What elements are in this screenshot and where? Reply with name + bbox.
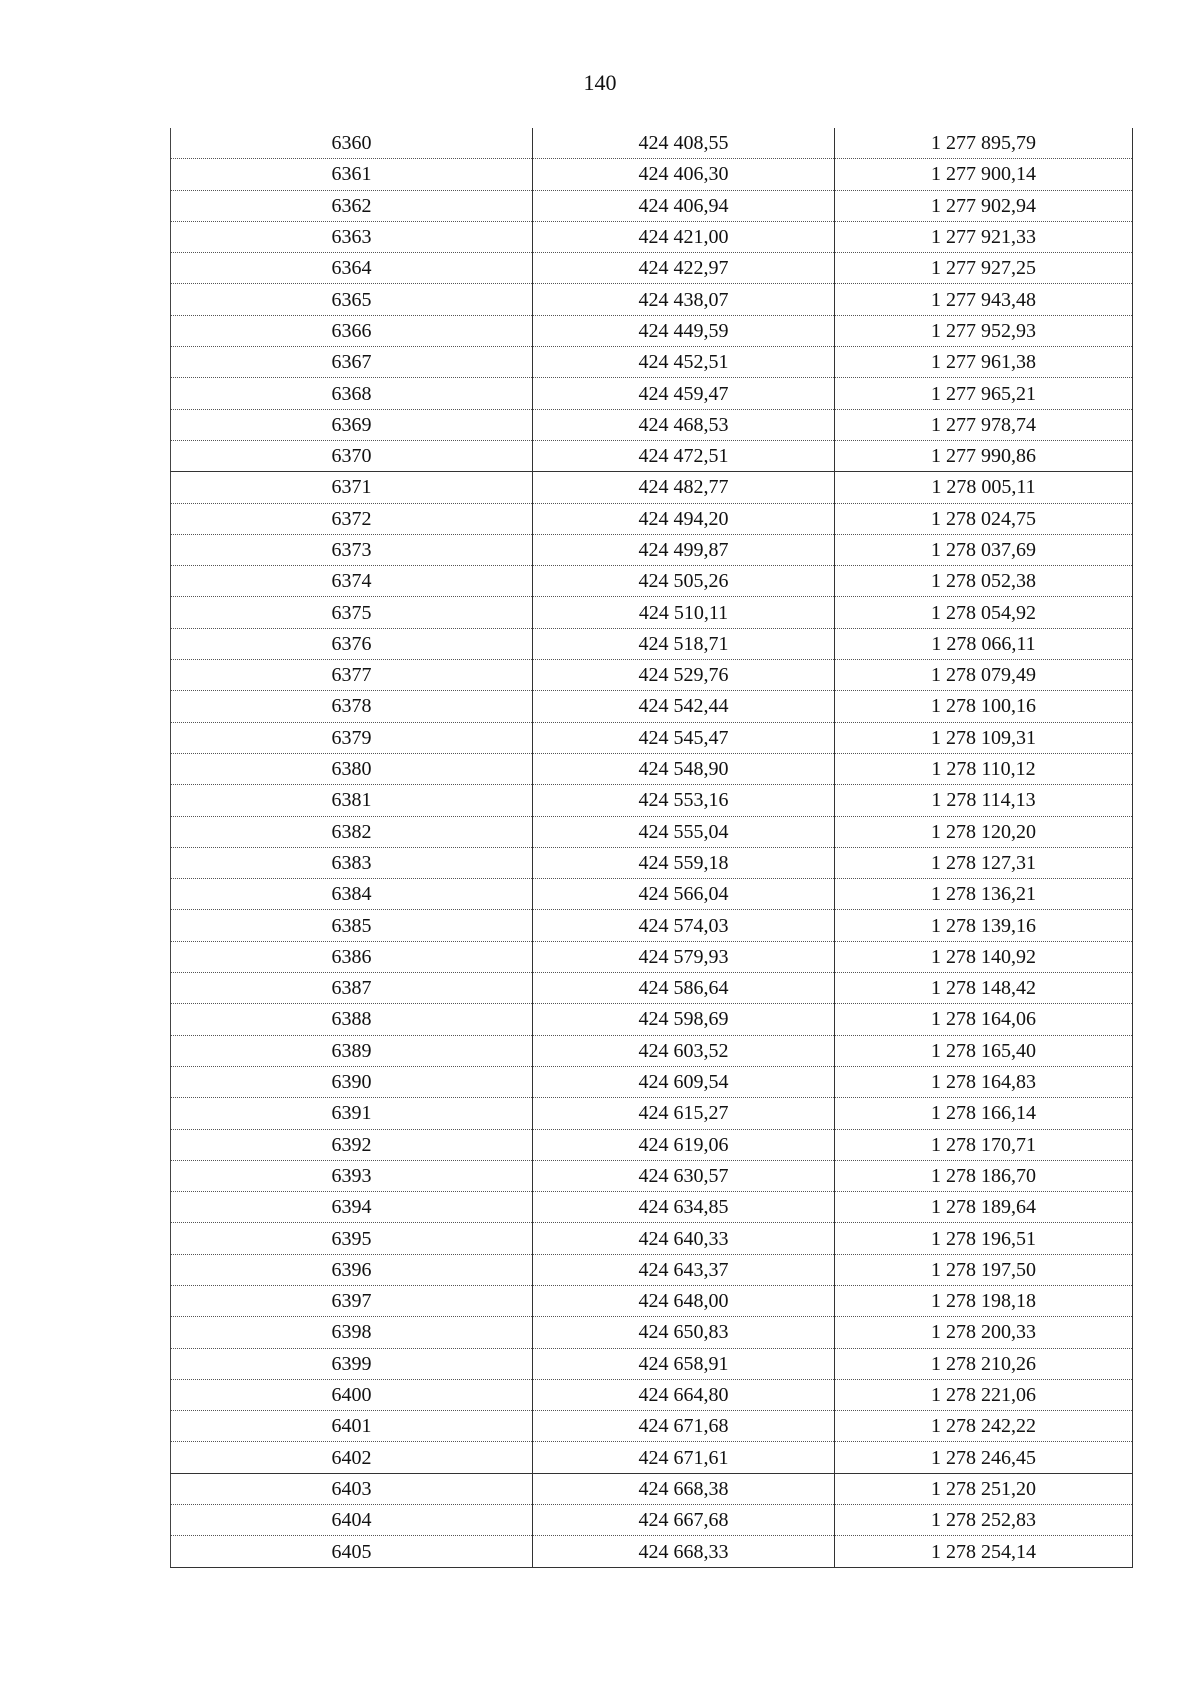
table-row (171, 503, 1133, 534)
table-row (171, 1505, 1133, 1536)
table-row (171, 1098, 1133, 1129)
table-row (171, 472, 1133, 503)
x-coordinate-cell: 424 671,61 (533, 1442, 835, 1473)
y-coordinate-cell: 1 278 210,26 (835, 1348, 1133, 1379)
x-coordinate-cell: 424 449,59 (533, 315, 835, 346)
point-number-cell: 6382 (171, 816, 533, 847)
table-row (171, 1004, 1133, 1035)
y-coordinate-cell: 1 277 921,33 (835, 221, 1133, 252)
y-coordinate-cell: 1 277 943,48 (835, 284, 1133, 315)
point-number-cell: 6379 (171, 722, 533, 753)
x-coordinate-cell: 424 408,55 (533, 128, 835, 159)
point-number-cell: 6399 (171, 1348, 533, 1379)
point-number-cell: 6400 (171, 1379, 533, 1410)
table-row (171, 628, 1133, 659)
table-row (171, 190, 1133, 221)
point-number-cell: 6393 (171, 1160, 533, 1191)
point-number-cell: 6373 (171, 534, 533, 565)
x-coordinate-cell: 424 553,16 (533, 785, 835, 816)
y-coordinate-cell: 1 278 221,06 (835, 1379, 1133, 1410)
table-row (171, 128, 1133, 159)
x-coordinate-cell: 424 648,00 (533, 1285, 835, 1316)
y-coordinate-cell: 1 278 166,14 (835, 1098, 1133, 1129)
x-coordinate-cell: 424 559,18 (533, 847, 835, 878)
y-coordinate-cell: 1 277 902,94 (835, 190, 1133, 221)
table-row (171, 315, 1133, 346)
point-number-cell: 6363 (171, 221, 533, 252)
point-number-cell: 6380 (171, 753, 533, 784)
y-coordinate-cell: 1 278 127,31 (835, 847, 1133, 878)
y-coordinate-cell: 1 278 198,18 (835, 1285, 1133, 1316)
point-number-cell: 6376 (171, 628, 533, 659)
table-row (171, 1129, 1133, 1160)
x-coordinate-cell: 424 472,51 (533, 440, 835, 471)
table-row (171, 1223, 1133, 1254)
x-coordinate-cell: 424 452,51 (533, 347, 835, 378)
point-number-cell: 6362 (171, 190, 533, 221)
coordinates-table (170, 128, 1133, 1568)
table-row (171, 534, 1133, 565)
x-coordinate-cell: 424 555,04 (533, 816, 835, 847)
y-coordinate-cell: 1 278 189,64 (835, 1192, 1133, 1223)
table-row (171, 566, 1133, 597)
table-row (171, 1192, 1133, 1223)
x-coordinate-cell: 424 586,64 (533, 973, 835, 1004)
table-row (171, 1411, 1133, 1442)
table-row (171, 221, 1133, 252)
y-coordinate-cell: 1 278 197,50 (835, 1254, 1133, 1285)
x-coordinate-cell: 424 619,06 (533, 1129, 835, 1160)
x-coordinate-cell: 424 529,76 (533, 660, 835, 691)
x-coordinate-cell: 424 667,68 (533, 1505, 835, 1536)
y-coordinate-cell: 1 278 254,14 (835, 1536, 1133, 1567)
point-number-cell: 6374 (171, 566, 533, 597)
x-coordinate-cell: 424 658,91 (533, 1348, 835, 1379)
x-coordinate-cell: 424 494,20 (533, 503, 835, 534)
point-number-cell: 6401 (171, 1411, 533, 1442)
x-coordinate-cell: 424 650,83 (533, 1317, 835, 1348)
y-coordinate-cell: 1 278 109,31 (835, 722, 1133, 753)
x-coordinate-cell: 424 510,11 (533, 597, 835, 628)
y-coordinate-cell: 1 278 196,51 (835, 1223, 1133, 1254)
point-number-cell: 6397 (171, 1285, 533, 1316)
point-number-cell: 6386 (171, 941, 533, 972)
y-coordinate-cell: 1 277 927,25 (835, 253, 1133, 284)
x-coordinate-cell: 424 579,93 (533, 941, 835, 972)
point-number-cell: 6392 (171, 1129, 533, 1160)
table-row (171, 253, 1133, 284)
point-number-cell: 6403 (171, 1473, 533, 1504)
x-coordinate-cell: 424 643,37 (533, 1254, 835, 1285)
y-coordinate-cell: 1 277 952,93 (835, 315, 1133, 346)
x-coordinate-cell: 424 406,94 (533, 190, 835, 221)
table-row (171, 347, 1133, 378)
y-coordinate-cell: 1 278 200,33 (835, 1317, 1133, 1348)
y-coordinate-cell: 1 278 246,45 (835, 1442, 1133, 1473)
x-coordinate-cell: 424 459,47 (533, 378, 835, 409)
point-number-cell: 6372 (171, 503, 533, 534)
x-coordinate-cell: 424 518,71 (533, 628, 835, 659)
y-coordinate-cell: 1 278 252,83 (835, 1505, 1133, 1536)
x-coordinate-cell: 424 545,47 (533, 722, 835, 753)
x-coordinate-cell: 424 566,04 (533, 879, 835, 910)
x-coordinate-cell: 424 668,33 (533, 1536, 835, 1567)
x-coordinate-cell: 424 548,90 (533, 753, 835, 784)
point-number-cell: 6391 (171, 1098, 533, 1129)
table-row (171, 722, 1133, 753)
y-coordinate-cell: 1 277 990,86 (835, 440, 1133, 471)
x-coordinate-cell: 424 505,26 (533, 566, 835, 597)
table-row (171, 1536, 1133, 1567)
table-row (171, 879, 1133, 910)
y-coordinate-cell: 1 278 170,71 (835, 1129, 1133, 1160)
y-coordinate-cell: 1 278 120,20 (835, 816, 1133, 847)
y-coordinate-cell: 1 278 251,20 (835, 1473, 1133, 1504)
point-number-cell: 6375 (171, 597, 533, 628)
point-number-cell: 6371 (171, 472, 533, 503)
point-number-cell: 6394 (171, 1192, 533, 1223)
table-row (171, 409, 1133, 440)
point-number-cell: 6381 (171, 785, 533, 816)
table-row (171, 973, 1133, 1004)
point-number-cell: 6384 (171, 879, 533, 910)
point-number-cell: 6369 (171, 409, 533, 440)
point-number-cell: 6390 (171, 1066, 533, 1097)
point-number-cell: 6364 (171, 253, 533, 284)
x-coordinate-cell: 424 668,38 (533, 1473, 835, 1504)
page-number: 140 (583, 70, 617, 95)
table-row (171, 816, 1133, 847)
x-coordinate-cell: 424 438,07 (533, 284, 835, 315)
point-number-cell: 6368 (171, 378, 533, 409)
y-coordinate-cell: 1 278 164,06 (835, 1004, 1133, 1035)
point-number-cell: 6378 (171, 691, 533, 722)
point-number-cell: 6366 (171, 315, 533, 346)
x-coordinate-cell: 424 664,80 (533, 1379, 835, 1410)
coordinates-table-body (171, 128, 1133, 1567)
y-coordinate-cell: 1 278 024,75 (835, 503, 1133, 534)
point-number-cell: 6383 (171, 847, 533, 878)
y-coordinate-cell: 1 278 079,49 (835, 660, 1133, 691)
y-coordinate-cell: 1 278 052,38 (835, 566, 1133, 597)
table-row (171, 1317, 1133, 1348)
y-coordinate-cell: 1 278 164,83 (835, 1066, 1133, 1097)
y-coordinate-cell: 1 278 066,11 (835, 628, 1133, 659)
x-coordinate-cell: 424 634,85 (533, 1192, 835, 1223)
x-coordinate-cell: 424 630,57 (533, 1160, 835, 1191)
point-number-cell: 6395 (171, 1223, 533, 1254)
table-row (171, 910, 1133, 941)
y-coordinate-cell: 1 278 110,12 (835, 753, 1133, 784)
x-coordinate-cell: 424 482,77 (533, 472, 835, 503)
point-number-cell: 6370 (171, 440, 533, 471)
table-row (171, 284, 1133, 315)
x-coordinate-cell: 424 609,54 (533, 1066, 835, 1097)
point-number-cell: 6361 (171, 159, 533, 190)
y-coordinate-cell: 1 277 895,79 (835, 128, 1133, 159)
y-coordinate-cell: 1 277 900,14 (835, 159, 1133, 190)
table-row (171, 440, 1133, 471)
point-number-cell: 6398 (171, 1317, 533, 1348)
table-row (171, 660, 1133, 691)
point-number-cell: 6402 (171, 1442, 533, 1473)
x-coordinate-cell: 424 542,44 (533, 691, 835, 722)
y-coordinate-cell: 1 278 136,21 (835, 879, 1133, 910)
x-coordinate-cell: 424 640,33 (533, 1223, 835, 1254)
table-row (171, 1348, 1133, 1379)
table-row (171, 159, 1133, 190)
x-coordinate-cell: 424 422,97 (533, 253, 835, 284)
table-row (171, 1379, 1133, 1410)
table-row (171, 378, 1133, 409)
table-row (171, 941, 1133, 972)
table-row (171, 847, 1133, 878)
x-coordinate-cell: 424 468,53 (533, 409, 835, 440)
point-number-cell: 6367 (171, 347, 533, 378)
y-coordinate-cell: 1 278 054,92 (835, 597, 1133, 628)
table-row (171, 785, 1133, 816)
y-coordinate-cell: 1 278 165,40 (835, 1035, 1133, 1066)
table-row (171, 753, 1133, 784)
y-coordinate-cell: 1 278 100,16 (835, 691, 1133, 722)
x-coordinate-cell: 424 499,87 (533, 534, 835, 565)
table-row (171, 1442, 1133, 1473)
x-coordinate-cell: 424 421,00 (533, 221, 835, 252)
y-coordinate-cell: 1 278 037,69 (835, 534, 1133, 565)
x-coordinate-cell: 424 406,30 (533, 159, 835, 190)
table-row (171, 1160, 1133, 1191)
table-row (171, 1035, 1133, 1066)
table-row (171, 1254, 1133, 1285)
y-coordinate-cell: 1 277 965,21 (835, 378, 1133, 409)
point-number-cell: 6389 (171, 1035, 533, 1066)
y-coordinate-cell: 1 278 140,92 (835, 941, 1133, 972)
y-coordinate-cell: 1 278 242,22 (835, 1411, 1133, 1442)
x-coordinate-cell: 424 615,27 (533, 1098, 835, 1129)
y-coordinate-cell: 1 277 961,38 (835, 347, 1133, 378)
x-coordinate-cell: 424 671,68 (533, 1411, 835, 1442)
y-coordinate-cell: 1 278 139,16 (835, 910, 1133, 941)
table-row (171, 1473, 1133, 1504)
y-coordinate-cell: 1 278 148,42 (835, 973, 1133, 1004)
point-number-cell: 6360 (171, 128, 533, 159)
point-number-cell: 6385 (171, 910, 533, 941)
y-coordinate-cell: 1 278 186,70 (835, 1160, 1133, 1191)
table-row (171, 1285, 1133, 1316)
point-number-cell: 6377 (171, 660, 533, 691)
point-number-cell: 6405 (171, 1536, 533, 1567)
table-row (171, 1066, 1133, 1097)
y-coordinate-cell: 1 278 114,13 (835, 785, 1133, 816)
point-number-cell: 6387 (171, 973, 533, 1004)
x-coordinate-cell: 424 598,69 (533, 1004, 835, 1035)
point-number-cell: 6396 (171, 1254, 533, 1285)
table-row (171, 597, 1133, 628)
x-coordinate-cell: 424 603,52 (533, 1035, 835, 1066)
table-row (171, 691, 1133, 722)
point-number-cell: 6388 (171, 1004, 533, 1035)
point-number-cell: 6365 (171, 284, 533, 315)
y-coordinate-cell: 1 278 005,11 (835, 472, 1133, 503)
point-number-cell: 6404 (171, 1505, 533, 1536)
x-coordinate-cell: 424 574,03 (533, 910, 835, 941)
y-coordinate-cell: 1 277 978,74 (835, 409, 1133, 440)
